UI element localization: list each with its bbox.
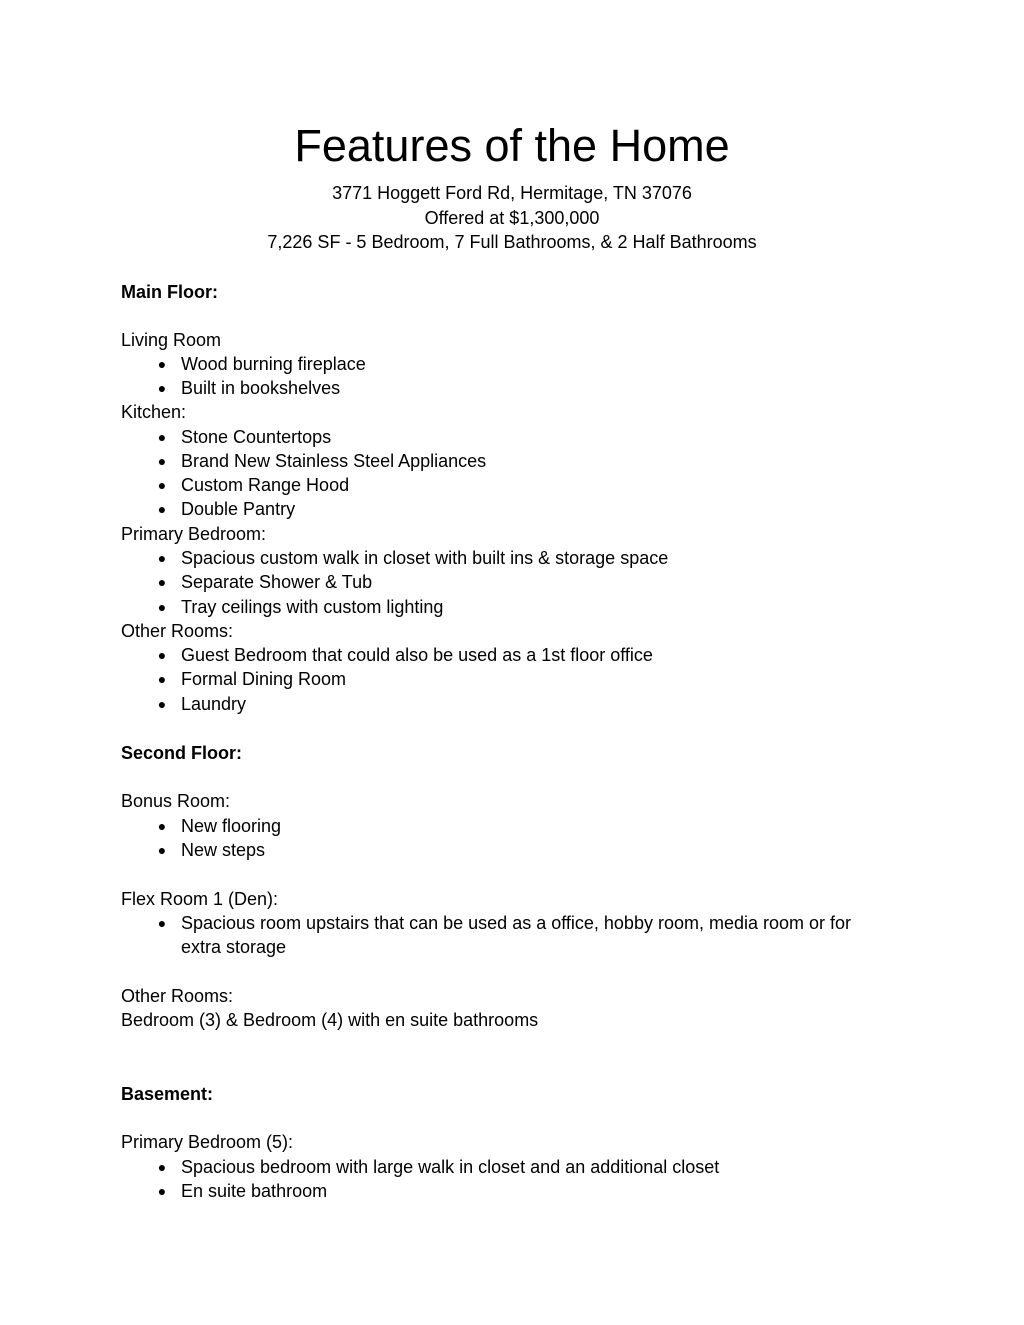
bullet-icon: ● xyxy=(157,477,167,493)
basement-heading: Basement: xyxy=(121,1084,214,1104)
bullet-icon: ● xyxy=(157,574,167,590)
primary-bedroom-label: Primary Bedroom: xyxy=(121,524,267,544)
bullet-icon: ● xyxy=(157,599,167,615)
document-title: Features of the Home xyxy=(294,120,730,171)
list-item-text: Brand New Stainless Steel Appliances xyxy=(181,451,487,471)
bullet-icon: ● xyxy=(157,818,167,834)
bullet-icon: ● xyxy=(157,915,167,931)
property-address: 3771 Hoggett Ford Rd, Hermitage, TN 37076 xyxy=(332,183,692,203)
list-item-text: Tray ceilings with custom lighting xyxy=(181,597,444,617)
list-item-text: Custom Range Hood xyxy=(181,475,350,495)
bullet-icon: ● xyxy=(157,501,167,517)
second-floor-heading: Second Floor: xyxy=(121,743,242,763)
list-item-text: Separate Shower & Tub xyxy=(181,572,373,592)
list-item-text: Double Pantry xyxy=(181,499,296,519)
other-rooms-label: Other Rooms: xyxy=(121,986,234,1006)
property-specs: 7,226 SF - 5 Bedroom, 7 Full Bathrooms, & 2 Half Bathrooms xyxy=(267,232,757,252)
bullet-icon: ● xyxy=(157,380,167,396)
list-item-text: Spacious custom walk in closet with built ins & storage space xyxy=(181,548,669,568)
bullet-icon: ● xyxy=(157,647,167,663)
list-item-text: Spacious room upstairs that can be used as a office, hobby room, media room or for extra storage xyxy=(181,913,852,957)
list-item-text: En suite bathroom xyxy=(181,1181,328,1201)
bullet-icon: ● xyxy=(157,550,167,566)
list-item-text: Stone Countertops xyxy=(181,427,332,447)
bonus-room-label: Bonus Room: xyxy=(121,791,231,811)
other-rooms-text: Bedroom (3) & Bedroom (4) with en suite bathrooms xyxy=(121,1010,539,1030)
bullet-icon: ● xyxy=(157,453,167,469)
bullet-icon: ● xyxy=(157,356,167,372)
list-item-text: Formal Dining Room xyxy=(181,669,347,689)
list-item-text: Laundry xyxy=(181,694,247,714)
list-item-text: Guest Bedroom that could also be used as a 1st floor office xyxy=(181,645,653,665)
bullet-icon: ● xyxy=(157,842,167,858)
list-item-text: New steps xyxy=(181,840,266,860)
bullet-icon: ● xyxy=(157,429,167,445)
main-floor-heading: Main Floor: xyxy=(121,282,218,302)
bullet-icon: ● xyxy=(157,1183,167,1199)
kitchen-label: Kitchen: xyxy=(121,402,187,422)
list-item-text: New flooring xyxy=(181,816,282,836)
bullet-icon: ● xyxy=(157,671,167,687)
list-item-text: Spacious bedroom with large walk in closet and an additional closet xyxy=(181,1157,720,1177)
other-rooms-label: Other Rooms: xyxy=(121,621,234,641)
living-room-label: Living Room xyxy=(121,330,222,350)
basement-primary-bedroom-label: Primary Bedroom (5): xyxy=(121,1132,294,1152)
property-price: Offered at $1,300,000 xyxy=(424,208,600,228)
bullet-icon: ● xyxy=(157,1159,167,1175)
flex-room-label: Flex Room 1 (Den): xyxy=(121,889,279,909)
list-item-text: Built in bookshelves xyxy=(181,378,341,398)
bullet-icon: ● xyxy=(157,696,167,712)
list-item-text: Wood burning fireplace xyxy=(181,354,366,374)
